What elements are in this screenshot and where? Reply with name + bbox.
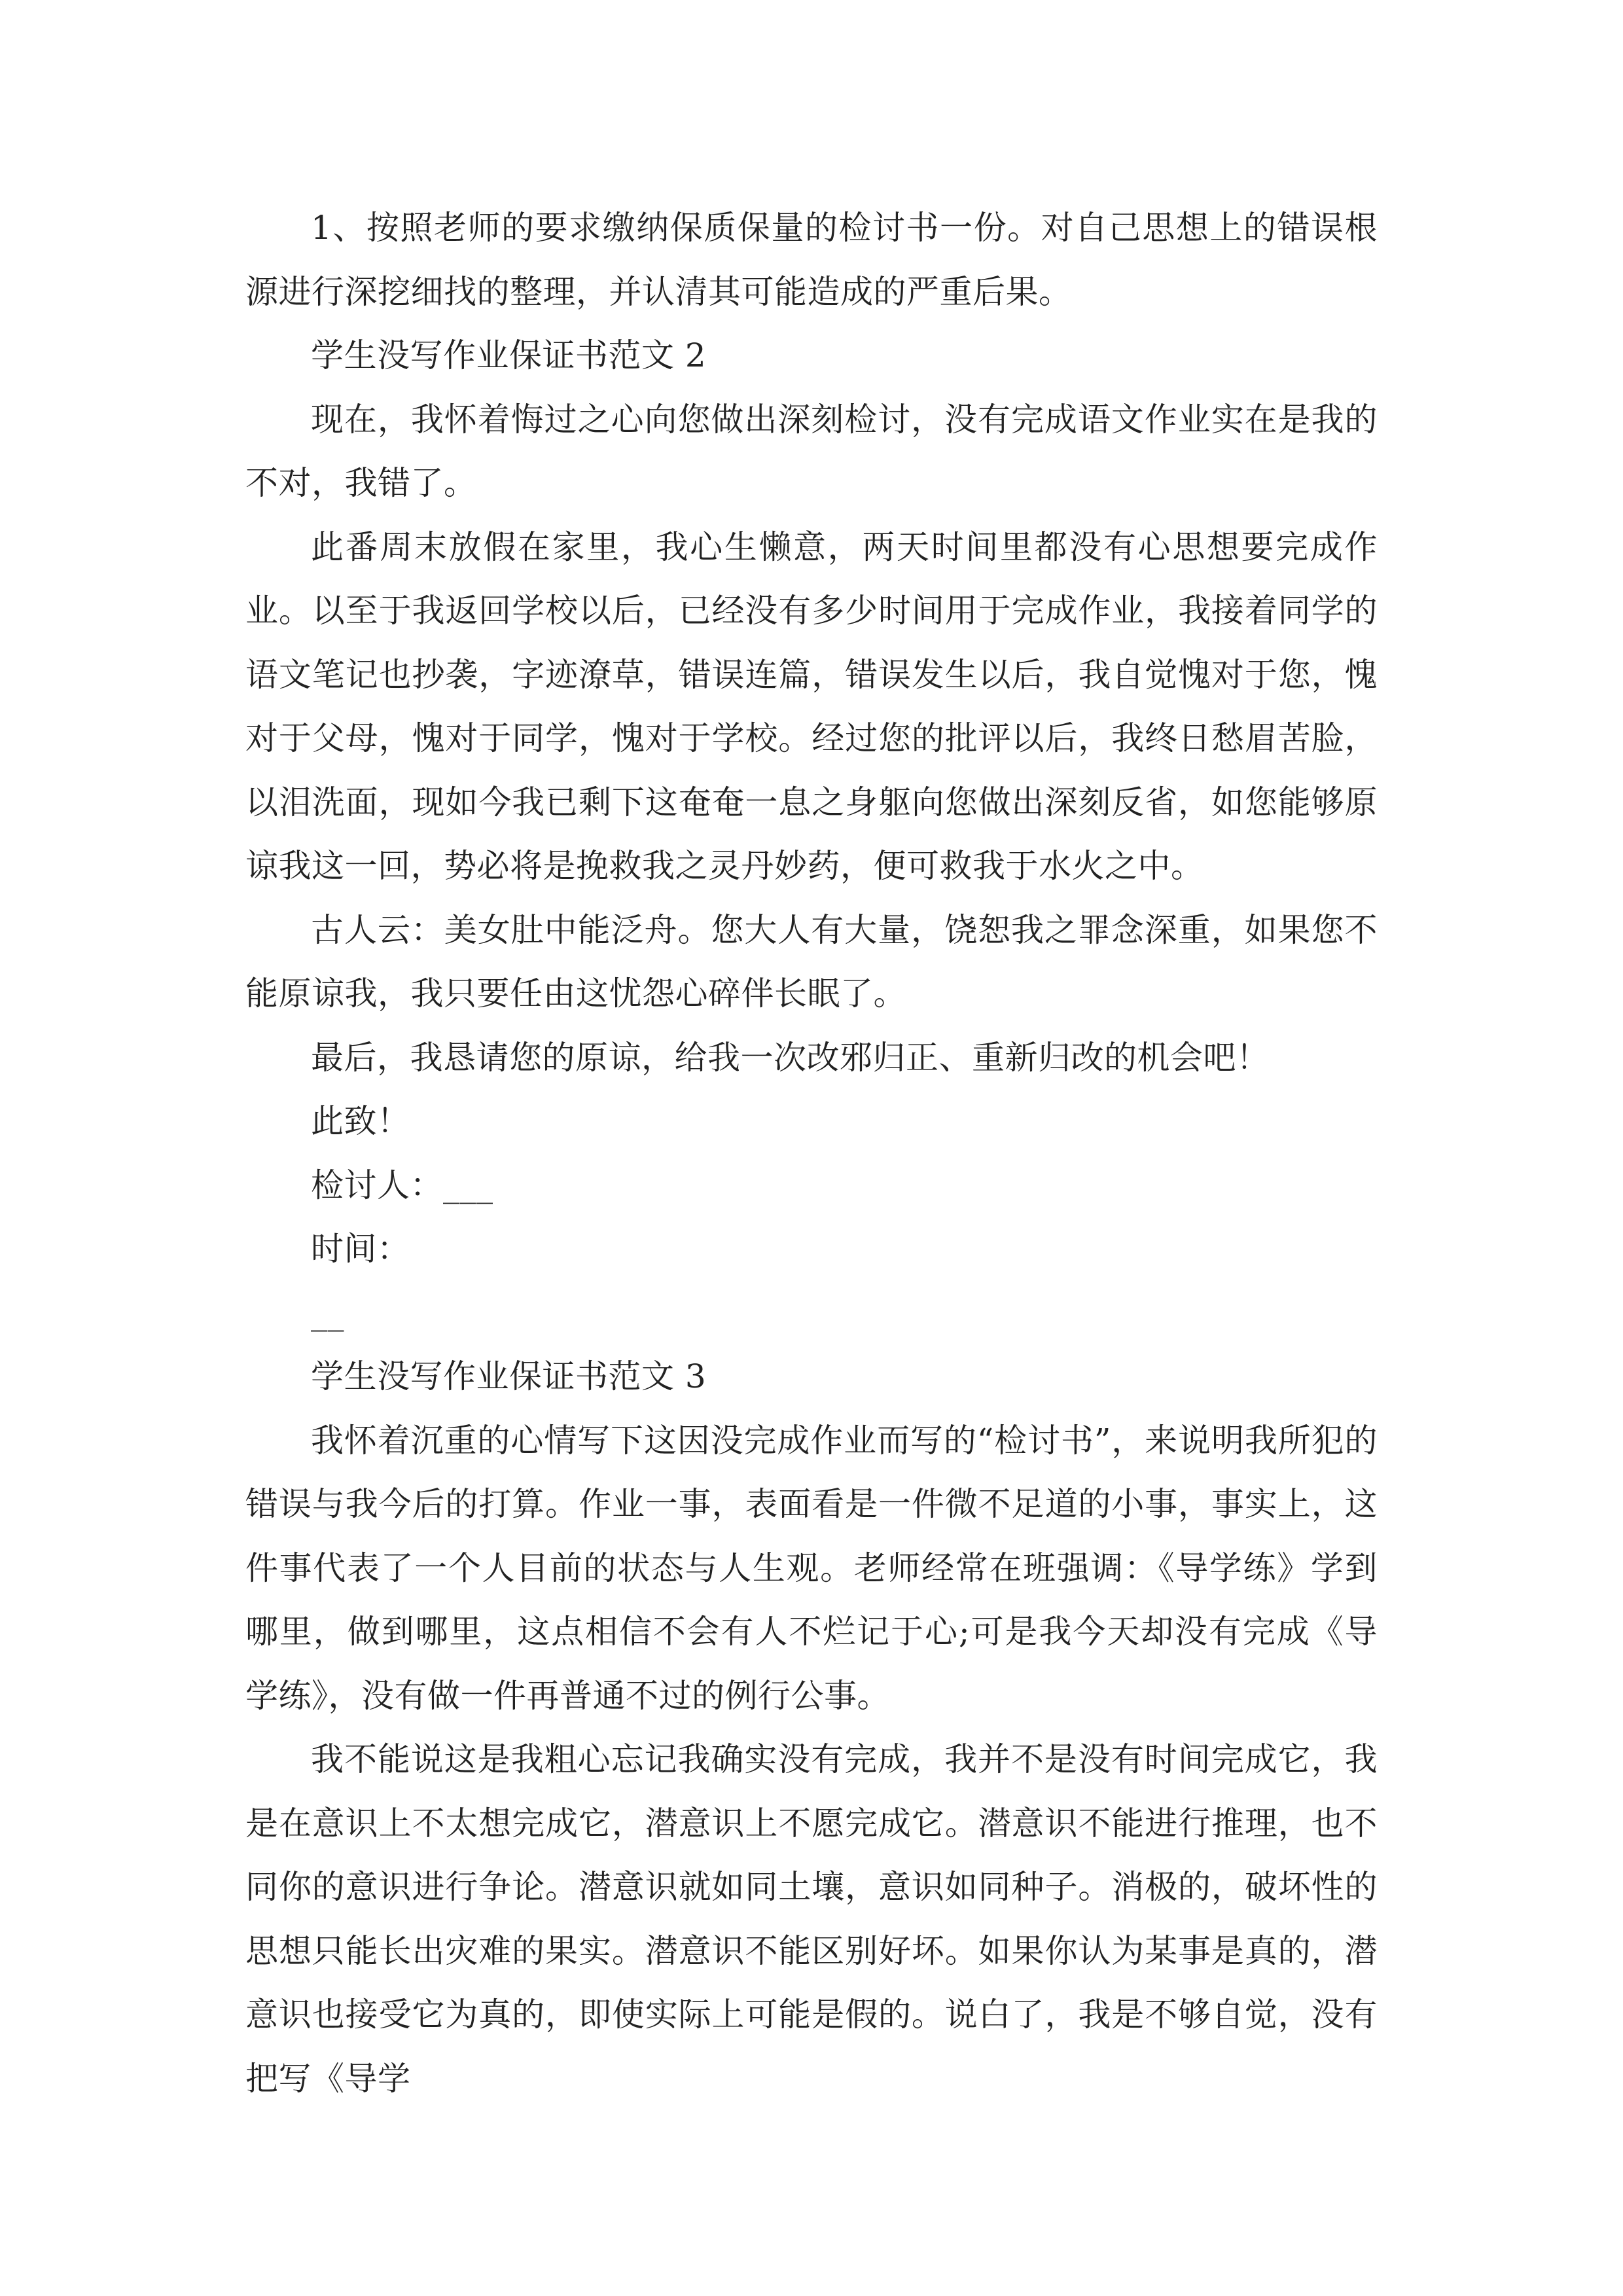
signer-line: 检讨人：___: [311, 1166, 493, 1204]
document-body: [245, 196, 1378, 2111]
paragraph-5: 最后，我恳请您的原谅，给我一次改邪归正、重新归改的机会吧！: [311, 1038, 1270, 1077]
blank-underline: __: [311, 1293, 344, 1332]
paragraph-1: 1、按照老师的要求缴纳保质保量的检讨书一份。对自己思想上的错误根源进行深挖细找的整理，并认清其可能造成的严重后果。: [245, 209, 1378, 311]
date-line: 时间：: [311, 1230, 410, 1268]
paragraph-7: 我不能说这是我粗心忘记我确实没有完成，我并不是没有时间完成它，我是在意识上不太想完成它，潜意识上不愿完成它。潜意识不能进行推理，也不同你的意识进行争论。潜意识就如同土壤，意识如同种子。消极的，破坏性的思想只能长出灾难的果实。潜意识不能区别好坏。如果你认为某事是真的，潜意识也接受它为真的，即使实际上可能是假的。说白了，我是不够自觉，没有把写《导学: [245, 1740, 1378, 2098]
paragraph-3: 此番周末放假在家里，我心生懒意，两天时间里都没有心思想要完成作业。以至于我返回学校以后，已经没有多少时间用于完成作业，我接着同学的语文笔记也抄袭，字迹潦草，错误连篇，错误发生以后，我自觉愧对于您，愧对于父母，愧对于同学，愧对于学校。经过您的批评以后，我终日愁眉苦脸，以泪洗面，现如今我已剩下这奄奄一息之身躯向您做出深刻反省，如您能够原谅我这一回，势必将是挽救我之灵丹妙药，便可救我于水火之中。: [245, 528, 1378, 885]
paragraph-4: 古人云：美女肚中能泛舟。您大人有大量，饶恕我之罪念深重，如果您不能原谅我，我只要任由这忧怨心碎伴长眠了。: [245, 910, 1378, 1013]
paragraph-2: 现在，我怀着悔过之心向您做出深刻检讨，没有完成语文作业实在是我的不对，我错了。: [245, 400, 1378, 502]
section-heading-2: 学生没写作业保证书范文 2: [311, 336, 707, 374]
section-heading-3: 学生没写作业保证书范文 3: [311, 1357, 707, 1395]
paragraph-6: 我怀着沉重的心情写下这因没完成作业而写的“检讨书”，来说明我所犯的错误与我今后的打算。作业一事，表面看是一件微不足道的小事，事实上，这件事代表了一个人目前的状态与人生观。老师经常在班强调：《导学练》学到哪里，做到哪里，这点相信不会有人不烂记于心;可是我今天却没有完成《导学练》，没有做一件再普通不过的例行公事。: [245, 1421, 1378, 1715]
closing-salutation: 此致！: [311, 1102, 410, 1140]
